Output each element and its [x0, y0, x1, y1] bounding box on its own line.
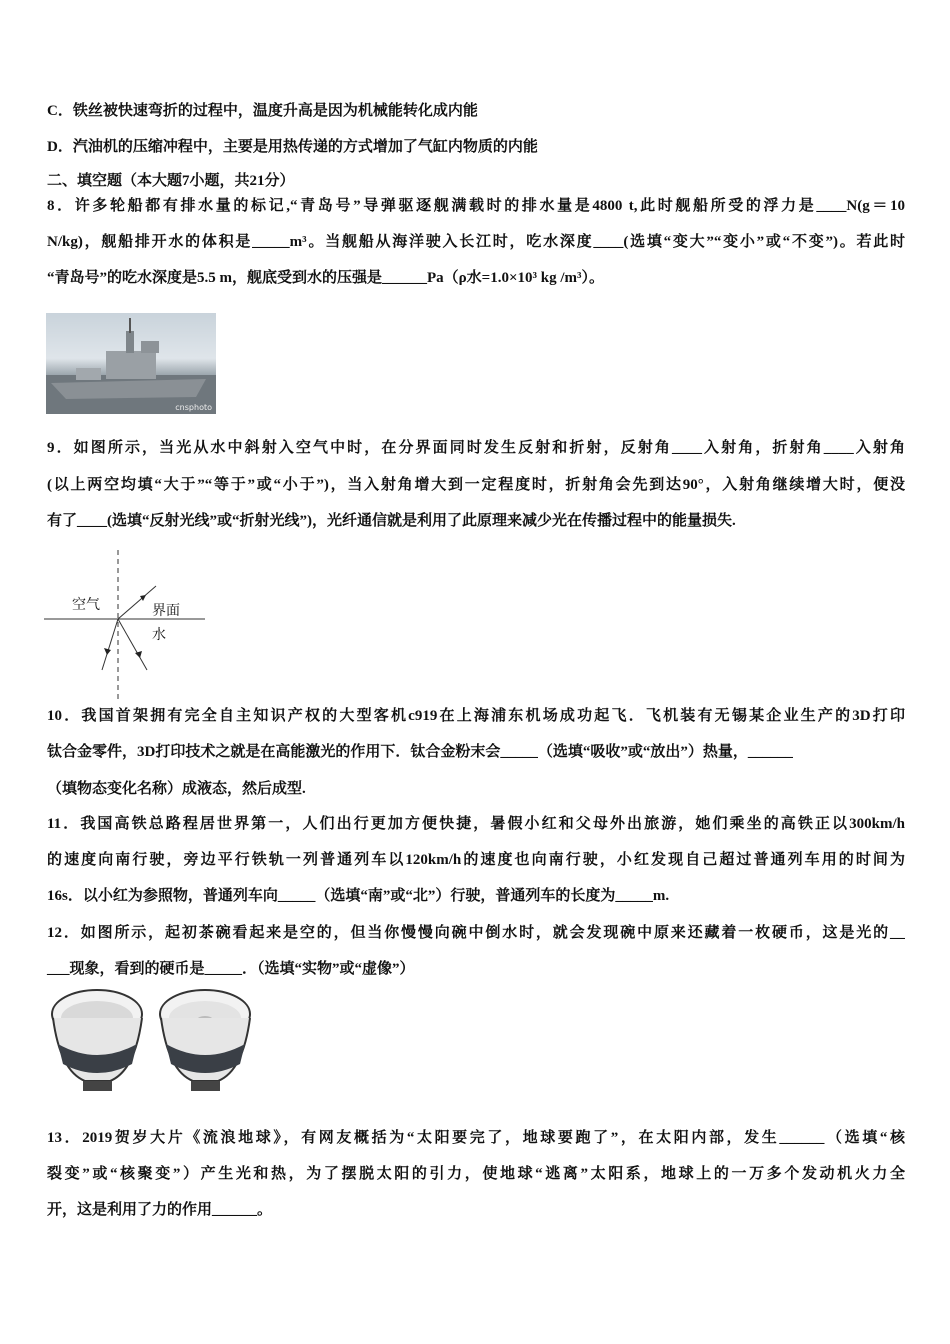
q11-line3: 16s．以小红为参照物，普通列车向_____（选填“南”或“北”）行驶，普通列车的长度为_____m.	[47, 888, 670, 904]
q9-line1: 9．如图所示，当光从水中斜射入空气中时，在分界面同时发生反射和折射，反射角____入射角，折射角____入射角	[47, 440, 905, 456]
q12-line2: ___现象，看到的硬币是_____．（选填“实物”或“虚像”）	[47, 961, 415, 977]
section-title: 二、填空题（本大题7小题，共21分）	[47, 173, 295, 189]
bowl-with-coin-image	[158, 986, 253, 1096]
q13-line1: 13．2019贺岁大片《流浪地球》，有网友概括为“太阳要完了，地球要跑了”，在太阳内部，发生______（选填“核	[47, 1130, 905, 1146]
q8-line2: N/kg)，舰船排开水的体积是_____m³。当舰船从海洋驶入长江时，吃水深度____(选填“变大”“变小”或“不变”)。若此时	[47, 234, 905, 250]
label-air: 空气	[72, 598, 100, 613]
q11-line2: 的速度向南行驶，旁边平行铁轨一列普通列车以120km/h的速度也向南行驶，小红发现自己超过普通列车用的时间为	[47, 852, 905, 868]
q10-line2: 钛合金零件，3D打印技术之就是在高能激光的作用下．钛合金粉末会_____（选填“吸收”或“放出”）热量，______	[47, 744, 793, 760]
q10-line1: 10．我国首架拥有完全自主知识产权的大型客机c919在上海浦东机场成功起飞．飞机装有无锡某企业生产的3D打印	[47, 708, 905, 724]
q12-line1: 12．如图所示，起初茶碗看起来是空的，但当你慢慢向碗中倒水时，就会发现碗中原来还藏着一枚硬币，这是光的__	[47, 925, 905, 941]
q9-line3: 有了____(选填“反射光线”或“折射光线”)，光纤通信就是利用了此原理来减少光在传播过程中的能量损失.	[47, 513, 736, 529]
photo-caption: cnsphoto	[175, 403, 212, 412]
q10-line3: （填物态变化名称）成液态，然后成型.	[47, 781, 306, 797]
option-d: D．汽油机的压缩冲程中，主要是用热传递的方式增加了气缸内物质的内能	[47, 139, 538, 155]
q11-line1: 11．我国高铁总路程居世界第一，人们出行更加方便快捷，暑假小红和父母外出旅游，她们乘坐的高铁正以300km/h	[47, 816, 905, 832]
option-c: C．铁丝被快速弯折的过程中，温度升高是因为机械能转化成内能	[47, 103, 478, 119]
warship-photo	[46, 313, 216, 414]
label-interface: 界面	[152, 604, 180, 619]
q13-line2: 裂变”或“核聚变”）产生光和热，为了摆脱太阳的引力，使地球“逃离”太阳系，地球上的一万多个发动机火力全	[47, 1166, 905, 1182]
label-water: 水	[152, 628, 166, 643]
q13-line3: 开，这是利用了力的作用______。	[47, 1202, 273, 1218]
refraction-diagram	[40, 550, 220, 700]
q8-line1: 8．许多轮船都有排水量的标记,“青岛号”导弹驱逐舰满载时的排水量是4800 t,此时舰船所受的浮力是____N(g＝10	[47, 198, 905, 214]
q8-line3: “青岛号”的吃水深度是5.5 m，舰底受到水的压强是______Pa（ρ水=1.0×10³ kg /m³）。	[47, 270, 605, 286]
empty-bowl-image	[50, 986, 145, 1096]
q9-line2: (以上两空均填“大于”“等于”或“小于”)，当入射角增大到一定程度时，折射角会先到达90°，入射角继续增大时，便没	[47, 477, 905, 493]
